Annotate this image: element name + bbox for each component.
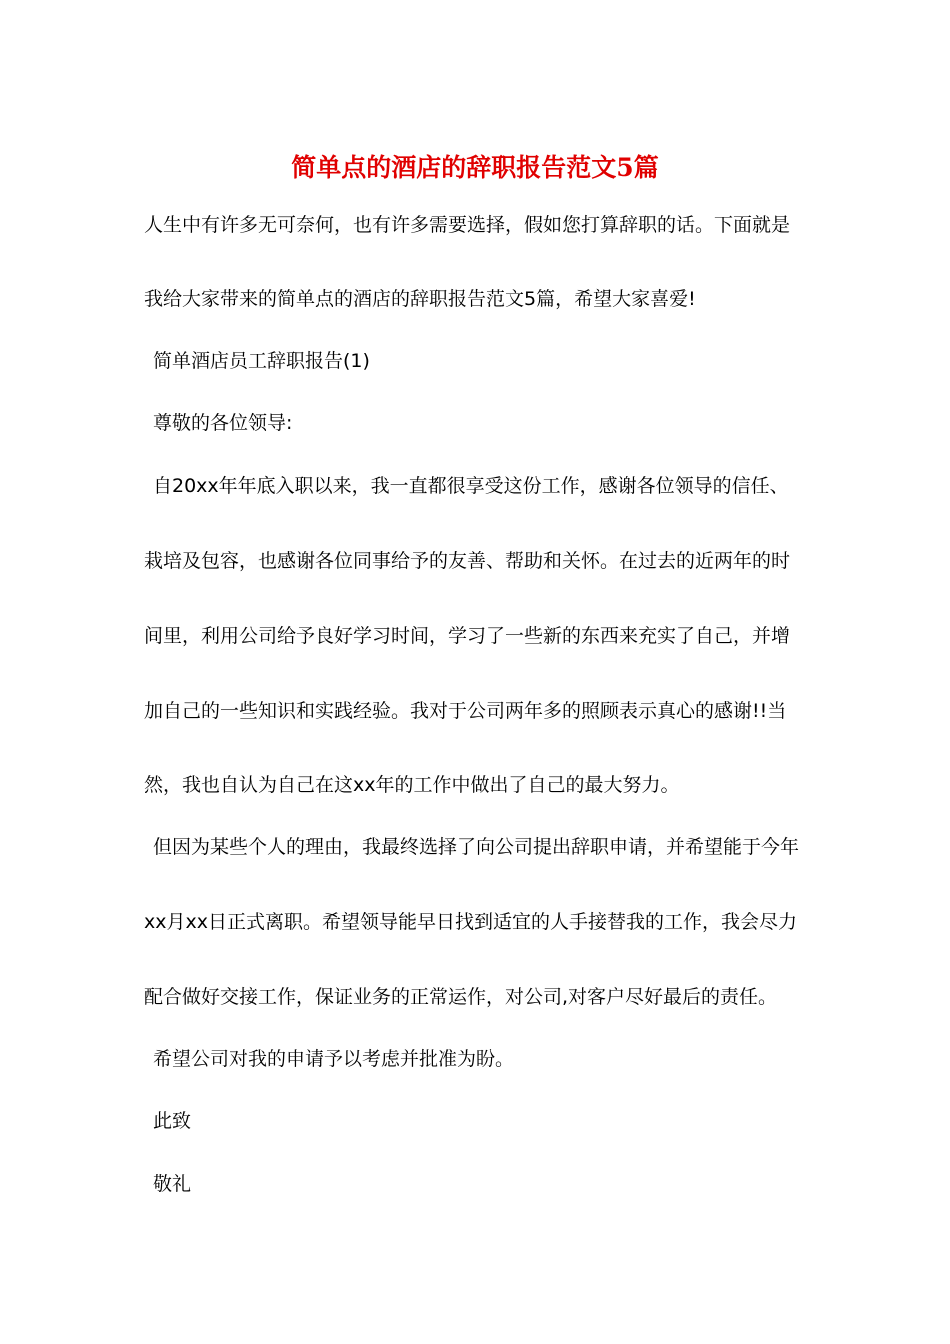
sign-off-line-2: 敬礼	[153, 1173, 192, 1195]
paragraph1-line-3: 间里，利用公司给予良好学习时间，学习了一些新的东西来充实了自己，并增	[144, 625, 791, 647]
paragraph2-line-2: xx月xx日正式离职。希望领导能早日找到适宜的人手接替我的工作，我会尽力	[144, 911, 797, 933]
paragraph1-line-4: 加自己的一些知识和实践经验。我对于公司两年多的照顾表示真心的感谢!!当	[144, 700, 787, 722]
paragraph2-line-3: 配合做好交接工作，保证业务的正常运作，对公司,对客户尽好最后的责任。	[144, 986, 778, 1008]
intro-line-2: 我给大家带来的简单点的酒店的辞职报告范文5篇，希望大家喜爱!	[144, 288, 696, 310]
salutation: 尊敬的各位领导:	[153, 412, 293, 434]
intro-line-1: 人生中有许多无可奈何，也有许多需要选择，假如您打算辞职的话。下面就是	[144, 214, 791, 236]
paragraph1-line-5: 然，我也自认为自己在这xx年的工作中做出了自己的最大努力。	[144, 774, 680, 796]
closing-line: 希望公司对我的申请予以考虑并批准为盼。	[153, 1048, 515, 1070]
section-heading: 简单酒店员工辞职报告(1)	[153, 350, 370, 372]
paragraph2-line-1: 但因为某些个人的理由，我最终选择了向公司提出辞职申请，并希望能于今年	[153, 836, 800, 858]
sign-off-line-1: 此致	[153, 1110, 192, 1132]
paragraph1-line-1: 自20xx年年底入职以来，我一直都很享受这份工作，感谢各位领导的信任、	[153, 475, 789, 497]
document-title: 简单点的酒店的辞职报告范文5篇	[291, 153, 659, 182]
paragraph1-line-2: 栽培及包容，也感谢各位同事给予的友善、帮助和关怀。在过去的近两年的时	[144, 550, 791, 572]
